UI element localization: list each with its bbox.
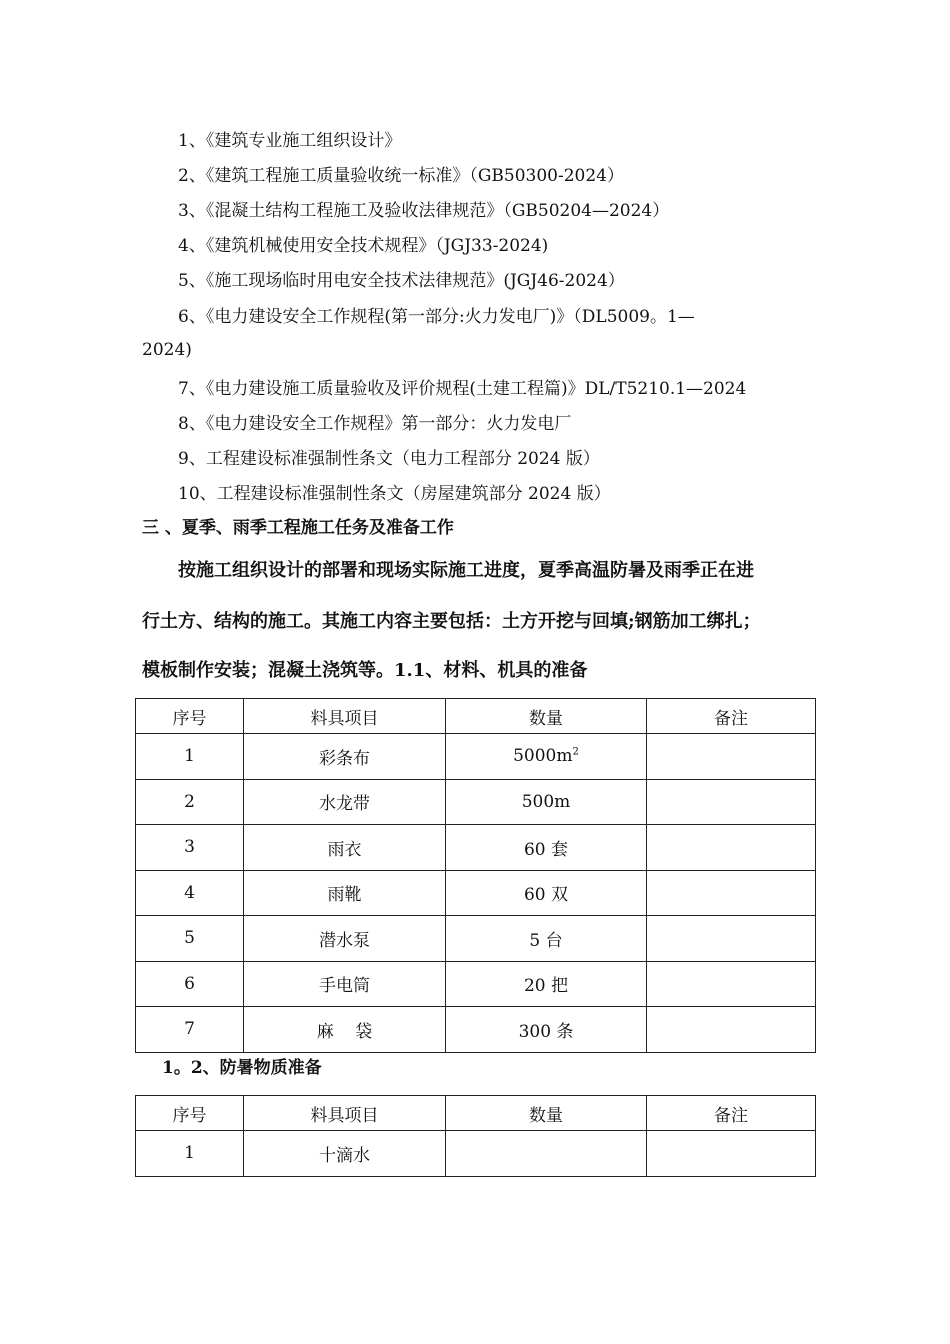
cell-item: 手电筒 bbox=[244, 961, 446, 1007]
table-row bbox=[136, 870, 816, 916]
table-row bbox=[136, 961, 816, 1007]
quantity-value: 5000m bbox=[513, 746, 573, 767]
cell-item: 十滴水 bbox=[244, 1131, 446, 1177]
cell-index: 3 bbox=[136, 825, 244, 871]
cell-index: 1 bbox=[136, 734, 244, 780]
cell-item: 雨靴 bbox=[244, 870, 446, 916]
reference-item-7: 7、《电力建设施工质量验收及评价规程(土建工程篇)》DL/T5210.1—2024 bbox=[178, 379, 747, 399]
cell-remarks bbox=[647, 779, 816, 825]
reference-item-6-continued: 2024) bbox=[142, 340, 192, 360]
reference-item-10: 10、工程建设标准强制性条文（房屋建筑部分 2024 版） bbox=[178, 484, 611, 504]
cell-item: 麻 袋 bbox=[244, 1007, 446, 1053]
superscript: 2 bbox=[572, 746, 579, 758]
subheading: 1。2、防暑物质准备 bbox=[162, 1058, 322, 1078]
reference-item-1: 1、《建筑专业施工组织设计》 bbox=[178, 131, 402, 151]
cell-quantity: 60 双 bbox=[446, 870, 647, 916]
cell-remarks bbox=[647, 916, 816, 962]
table-row bbox=[136, 916, 816, 962]
cell-index: 2 bbox=[136, 779, 244, 825]
reference-item-6: 6、《电力建设安全工作规程(第一部分:火力发电厂)》（DL5009。1— bbox=[178, 307, 695, 327]
header-quantity: 数量 bbox=[446, 1096, 647, 1131]
reference-item-4: 4、《建筑机械使用安全技术规程》（JGJ33-2024) bbox=[178, 236, 549, 256]
header-index: 序号 bbox=[136, 1096, 244, 1131]
heat-prevention-table bbox=[135, 1095, 816, 1177]
materials-table bbox=[135, 698, 816, 1053]
cell-quantity: 20 把 bbox=[446, 961, 647, 1007]
table-row bbox=[136, 1131, 816, 1177]
cell-quantity bbox=[446, 1131, 647, 1177]
header-item: 料具项目 bbox=[244, 1096, 446, 1131]
section-heading: 三 、夏季、雨季工程施工任务及准备工作 bbox=[142, 518, 454, 538]
cell-remarks bbox=[647, 961, 816, 1007]
reference-item-2: 2、《建筑工程施工质量验收统一标准》（GB50300-2024） bbox=[178, 166, 624, 186]
table-row bbox=[136, 779, 816, 825]
header-index: 序号 bbox=[136, 699, 244, 734]
table-row bbox=[136, 1007, 816, 1053]
cell-index: 5 bbox=[136, 916, 244, 962]
cell-quantity: 500m bbox=[446, 779, 647, 825]
cell-quantity: 5 台 bbox=[446, 916, 647, 962]
cell-index: 7 bbox=[136, 1007, 244, 1053]
cell-index: 4 bbox=[136, 870, 244, 916]
cell-quantity: 60 套 bbox=[446, 825, 647, 871]
cell-item: 水龙带 bbox=[244, 779, 446, 825]
table-header-row bbox=[136, 1096, 816, 1131]
cell-quantity bbox=[446, 734, 647, 780]
reference-item-9: 9、工程建设标准强制性条文（电力工程部分 2024 版） bbox=[178, 449, 600, 469]
table-header-row bbox=[136, 699, 816, 734]
table-row bbox=[136, 734, 816, 780]
cell-remarks bbox=[647, 1131, 816, 1177]
cell-index: 1 bbox=[136, 1131, 244, 1177]
table-row bbox=[136, 825, 816, 871]
cell-quantity: 300 条 bbox=[446, 1007, 647, 1053]
cell-remarks bbox=[647, 734, 816, 780]
paragraph-line-3: 模板制作安装；混凝土浇筑等。1.1、材料、机具的准备 bbox=[142, 660, 588, 681]
cell-index: 6 bbox=[136, 961, 244, 1007]
header-quantity: 数量 bbox=[446, 699, 647, 734]
header-item: 料具项目 bbox=[244, 699, 446, 734]
paragraph-line-1: 按施工组织设计的部署和现场实际施工进度，夏季高温防暑及雨季正在进 bbox=[178, 560, 754, 581]
cell-remarks bbox=[647, 825, 816, 871]
header-remarks: 备注 bbox=[647, 699, 816, 734]
cell-remarks bbox=[647, 870, 816, 916]
paragraph-line-2: 行土方、结构的施工。其施工内容主要包括：土方开挖与回填;钢筋加工绑扎； bbox=[142, 611, 761, 632]
reference-item-8: 8、《电力建设安全工作规程》第一部分：火力发电厂 bbox=[178, 414, 572, 434]
reference-item-3: 3、《混凝土结构工程施工及验收法律规范》（GB50204—2024） bbox=[178, 201, 670, 221]
reference-item-5: 5、《施工现场临时用电安全技术法律规范》(JGJ46-2024） bbox=[178, 271, 625, 291]
cell-item: 潜水泵 bbox=[244, 916, 446, 962]
cell-item: 雨衣 bbox=[244, 825, 446, 871]
header-remarks: 备注 bbox=[647, 1096, 816, 1131]
cell-item: 彩条布 bbox=[244, 734, 446, 780]
cell-remarks bbox=[647, 1007, 816, 1053]
